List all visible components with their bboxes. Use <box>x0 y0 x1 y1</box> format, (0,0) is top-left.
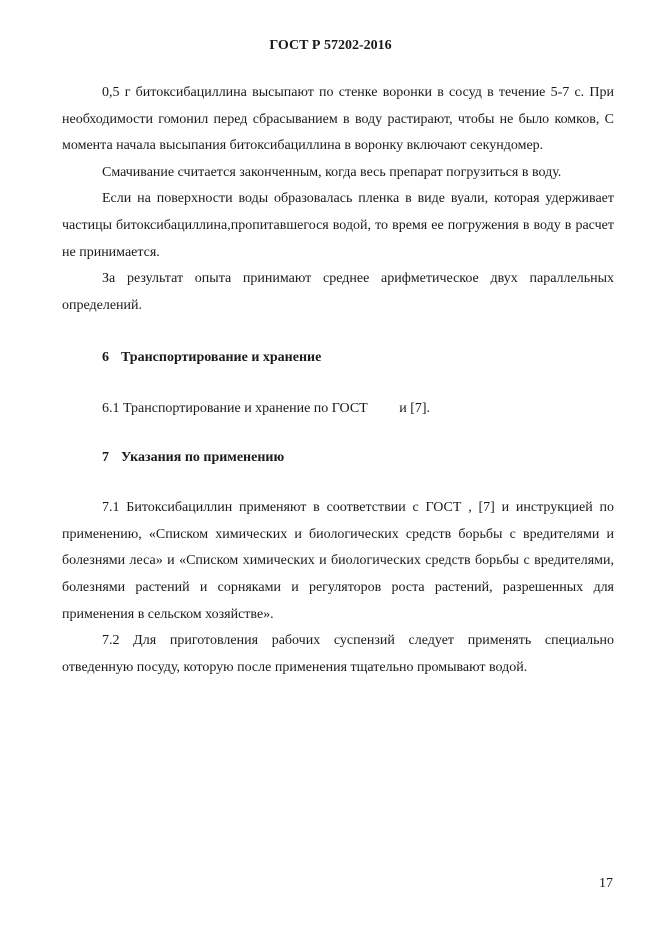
paragraph-veil-film: Если на поверхности воды образовалась пленка в виде вуали, которая удерживает частицы битоксибациллина,пропитавшегося водой, то время ее погружения в воду в расчет не принимается. <box>62 191 614 260</box>
section-6-heading <box>62 345 614 372</box>
clause-7-2: 7.2 Для приготовления рабочих суспензий следует применять специально отведенную посуду, которую после применения тщательно промывают водой. <box>62 633 614 675</box>
paragraph-result-average: За результат опыта принимают среднее арифметическое двух параллельных определений. <box>62 271 614 313</box>
clause-7-1: 7.1 Битоксибациллин применяют в соответствии с ГОСТ , [7] и инструкцией по применению, «Списком химических и биологических средств борьбы с вредителями и болезнями леса» и «Списком химических и биологических средств борьбы с вредителями, болезнями растений и сорняками и регуляторов роста растений, разрешенных для применения в сельском хозяйстве». <box>62 500 614 622</box>
clause-6-1: 6.1 Транспортирование и хранение по ГОСТ и [7]. <box>102 400 431 416</box>
document-body <box>62 80 614 681</box>
paragraph-sample-pouring: 0,5 г битоксибациллина высыпают по стенке воронки в сосуд в течение 5-7 с. При необходимости гомонил перед сбрасыванием в воду растирают, чтобы не было комков, С момента начала высыпания битоксибациллина в воронку включают секундомер. <box>62 85 614 154</box>
section-7-heading <box>62 445 614 472</box>
page-number: 17 <box>599 876 613 891</box>
section-6-number: 6 <box>102 350 109 366</box>
document-header: ГОСТ Р 57202-2016 <box>269 38 392 53</box>
paragraph-wetting-complete: Смачивание считается законченным, когда весь препарат погрузиться в воду. <box>102 164 562 180</box>
section-7-number: 7 <box>102 449 109 465</box>
section-6-title: Транспортирование и хранение <box>121 350 322 366</box>
section-7-title: Указания по применению <box>121 449 285 465</box>
